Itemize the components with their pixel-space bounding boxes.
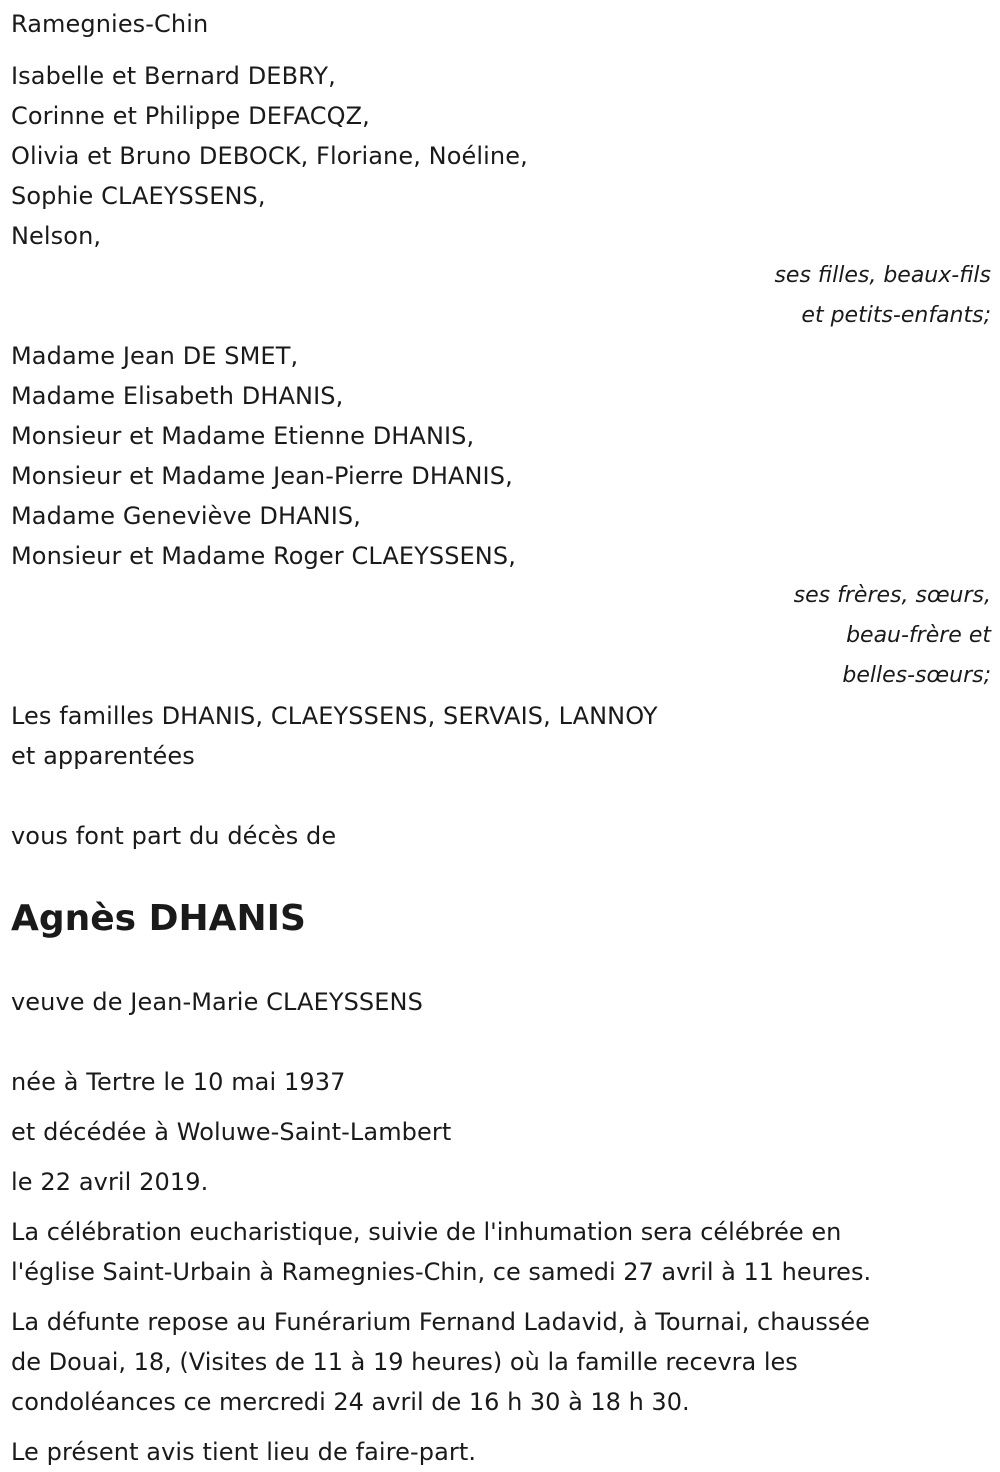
relative-line: Monsieur et Madame Etienne DHANIS, xyxy=(11,422,475,450)
relation-label: ses frères, sœurs, xyxy=(793,583,991,608)
relative-line: Madame Geneviève DHANIS, xyxy=(11,502,361,530)
relative-line: Madame Jean DE SMET, xyxy=(11,342,299,370)
group-children xyxy=(11,56,991,336)
funerarium-paragraph xyxy=(11,1302,991,1422)
families-block xyxy=(11,696,991,776)
relative-line: Corinne et Philippe DEFACQZ, xyxy=(11,102,370,130)
death-place: et décédée à Woluwe-Saint-Lambert xyxy=(11,1118,452,1146)
birth-info: née à Tertre le 10 mai 1937 xyxy=(11,1068,346,1096)
deceased-name: Agnès DHANIS xyxy=(11,898,306,939)
ceremony-line: l'église Saint-Urbain à Ramegnies-Chin, ce samedi 27 avril à 11 heures. xyxy=(11,1258,872,1286)
funerarium-line: condoléances ce mercredi 24 avril de 16 h 30 à 18 h 30. xyxy=(11,1388,690,1416)
relative-line: Madame Elisabeth DHANIS, xyxy=(11,382,344,410)
relative-line: Monsieur et Madame Roger CLAEYSSENS, xyxy=(11,542,516,570)
location-heading: Ramegnies-Chin xyxy=(11,10,209,38)
relation-label: beau-frère et xyxy=(846,623,991,648)
announcement: vous font part du décès de xyxy=(11,822,337,850)
families-line: Les familles DHANIS, CLAEYSSENS, SERVAIS, LANNOY xyxy=(11,702,658,730)
funerarium-line: de Douai, 18, (Visites de 11 à 19 heures) où la famille recevra les xyxy=(11,1348,798,1376)
ceremony-line: La célébration eucharistique, suivie de l'inhumation sera célébrée en xyxy=(11,1218,842,1246)
relation-label: ses filles, beaux-fils xyxy=(774,263,991,288)
obituary-notice xyxy=(11,0,991,1472)
ceremony-paragraph xyxy=(11,1212,991,1292)
death-date: le 22 avril 2019. xyxy=(11,1168,209,1196)
widow-of: veuve de Jean-Marie CLAEYSSENS xyxy=(11,988,423,1016)
relative-line: Olivia et Bruno DEBOCK, Floriane, Noéline, xyxy=(11,142,528,170)
relative-line: Monsieur et Madame Jean-Pierre DHANIS, xyxy=(11,462,513,490)
families-line: et apparentées xyxy=(11,742,195,770)
relation-label: belles-sœurs; xyxy=(842,663,991,688)
funerarium-line: La défunte repose au Funérarium Fernand Ladavid, à Tournai, chaussée xyxy=(11,1308,870,1336)
relative-line: Sophie CLAEYSSENS, xyxy=(11,182,266,210)
relative-line: Nelson, xyxy=(11,222,102,250)
relative-line: Isabelle et Bernard DEBRY, xyxy=(11,62,336,90)
closing-note: Le présent avis tient lieu de faire-part. xyxy=(11,1438,477,1466)
relation-label: et petits-enfants; xyxy=(801,303,991,328)
group-siblings xyxy=(11,336,991,696)
